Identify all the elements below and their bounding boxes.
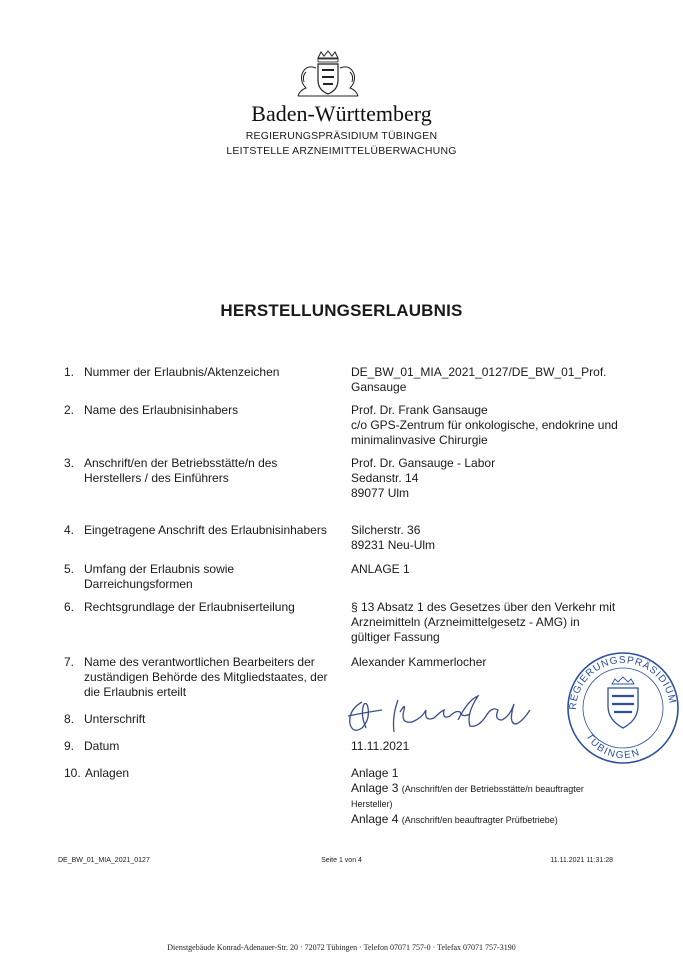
field-value bbox=[351, 600, 641, 645]
attachment-item bbox=[351, 812, 641, 828]
field-number: 4. bbox=[64, 523, 75, 537]
value-line: Prof. Dr. Gansauge - Labor bbox=[351, 456, 496, 470]
field-label: Datum bbox=[84, 739, 120, 753]
label-line: Anschrift/en der Betriebsstätte/n des bbox=[84, 456, 278, 470]
field-number: 1. bbox=[64, 365, 75, 379]
footer-reference: DE_BW_01_MIA_2021_0127 bbox=[58, 857, 150, 864]
state-name: Baden-Württemberg bbox=[251, 101, 432, 126]
attachment-title: Anlage 4 bbox=[351, 812, 399, 826]
value-line: Sedanstr. 14 bbox=[351, 471, 419, 485]
attachments-list bbox=[351, 766, 641, 828]
label-line: Name des verantwortlichen Bearbeiters der bbox=[84, 655, 315, 669]
field-number: 7. bbox=[64, 655, 75, 669]
value-line: 89077 Ulm bbox=[351, 486, 410, 500]
authority-line-1: REGIERUNGSPRÄSIDIUM TÜBINGEN bbox=[245, 130, 438, 142]
label-line: Umfang der Erlaubnis sowie bbox=[84, 562, 235, 576]
value-line: DE_BW_01_MIA_2021_0127/DE_BW_01_Prof. bbox=[351, 365, 607, 379]
value-line: Arzneimitteln (Arzneimittelgesetz - AMG) in bbox=[351, 615, 580, 629]
seal-top-text: REGIERUNGSPRÄSIDIUM bbox=[567, 654, 678, 711]
field-label: Rechtsgrundlage der Erlaubniserteilung bbox=[84, 600, 295, 614]
attachment-title: Anlage 1 bbox=[351, 766, 399, 780]
field-value: Alexander Kammerlocher bbox=[351, 655, 487, 669]
field-value: 11.11.2021 bbox=[351, 739, 410, 753]
attachment-note: (Anschrift/en beauftragter Prüfbetriebe) bbox=[401, 815, 558, 825]
field-number: 9. bbox=[64, 739, 75, 753]
field-number: 3. bbox=[64, 456, 75, 470]
seal-bottom-text: TÜBINGEN bbox=[583, 731, 643, 762]
official-seal-stamp bbox=[558, 648, 683, 766]
field-value bbox=[351, 365, 641, 395]
office-address: Dienstgebäude Konrad-Adenauer-Str. 20 · 72072 Tübingen · Telefon 07071 757-0 · Telefax 07071 757-3190 bbox=[167, 943, 516, 952]
handwritten-signature bbox=[340, 692, 560, 740]
value-line: Silcherstr. 36 bbox=[351, 523, 421, 537]
footer-page-number: Seite 1 von 4 bbox=[321, 857, 362, 864]
field-label: Anlagen bbox=[85, 766, 130, 780]
label-line: Darreichungsformen bbox=[84, 577, 193, 591]
attachment-item bbox=[351, 781, 641, 812]
field-label: Nummer der Erlaubnis/Aktenzeichen bbox=[84, 365, 280, 379]
authority-name bbox=[0, 129, 683, 159]
attachment-item bbox=[351, 766, 641, 781]
label-line: Herstellers / des Einführers bbox=[84, 471, 229, 485]
value-line: Gansauge bbox=[351, 380, 407, 394]
authority-line-2: LEITSTELLE ARZNEIMITTELÜBERWACHUNG bbox=[226, 145, 457, 157]
field-label bbox=[84, 655, 339, 700]
coat-of-arms-icon bbox=[288, 50, 368, 100]
value-line: 89231 Neu-Ulm bbox=[351, 538, 436, 552]
attachment-title: Anlage 3 bbox=[351, 781, 399, 795]
value-line: § 13 Absatz 1 des Gesetzes über den Verkehr mit bbox=[351, 600, 616, 614]
field-number: 2. bbox=[64, 403, 75, 417]
field-label: Name des Erlaubnisinhabers bbox=[84, 403, 239, 417]
value-line: Prof. Dr. Frank Gansauge bbox=[351, 403, 488, 417]
field-label: Eingetragene Anschrift des Erlaubnisinhabers bbox=[84, 523, 327, 537]
field-label: Unterschrift bbox=[84, 712, 146, 726]
value-line: minimalinvasive Chirurgie bbox=[351, 433, 488, 447]
field-value bbox=[351, 403, 641, 448]
field-label bbox=[84, 456, 339, 486]
document-title: HERSTELLUNGSERLAUBNIS bbox=[220, 301, 463, 320]
field-label bbox=[84, 562, 339, 592]
svg-text:REGIERUNGSPRÄSIDIUM bbox=[568, 655, 678, 710]
field-number: 5. bbox=[64, 562, 75, 576]
field-value bbox=[351, 523, 641, 553]
attachment-note: (Anschrift/en der Betriebsstätte/n beauftragter bbox=[401, 784, 584, 794]
field-number: 10. bbox=[64, 766, 81, 780]
value-line: gültiger Fassung bbox=[351, 630, 440, 644]
footer-timestamp: 11.11.2021 11:31:28 bbox=[550, 857, 613, 864]
label-line: zuständigen Behörde des Mitgliedstaates, der bbox=[84, 670, 328, 684]
field-value bbox=[351, 456, 641, 501]
field-value: ANLAGE 1 bbox=[351, 562, 410, 576]
label-line: die Erlaubnis erteilt bbox=[84, 685, 187, 699]
field-number: 8. bbox=[64, 712, 75, 726]
attachment-note: Hersteller) bbox=[351, 799, 393, 809]
field-number: 6. bbox=[64, 600, 75, 614]
value-line: c/o GPS-Zentrum für onkologische, endokrine und bbox=[351, 418, 618, 432]
